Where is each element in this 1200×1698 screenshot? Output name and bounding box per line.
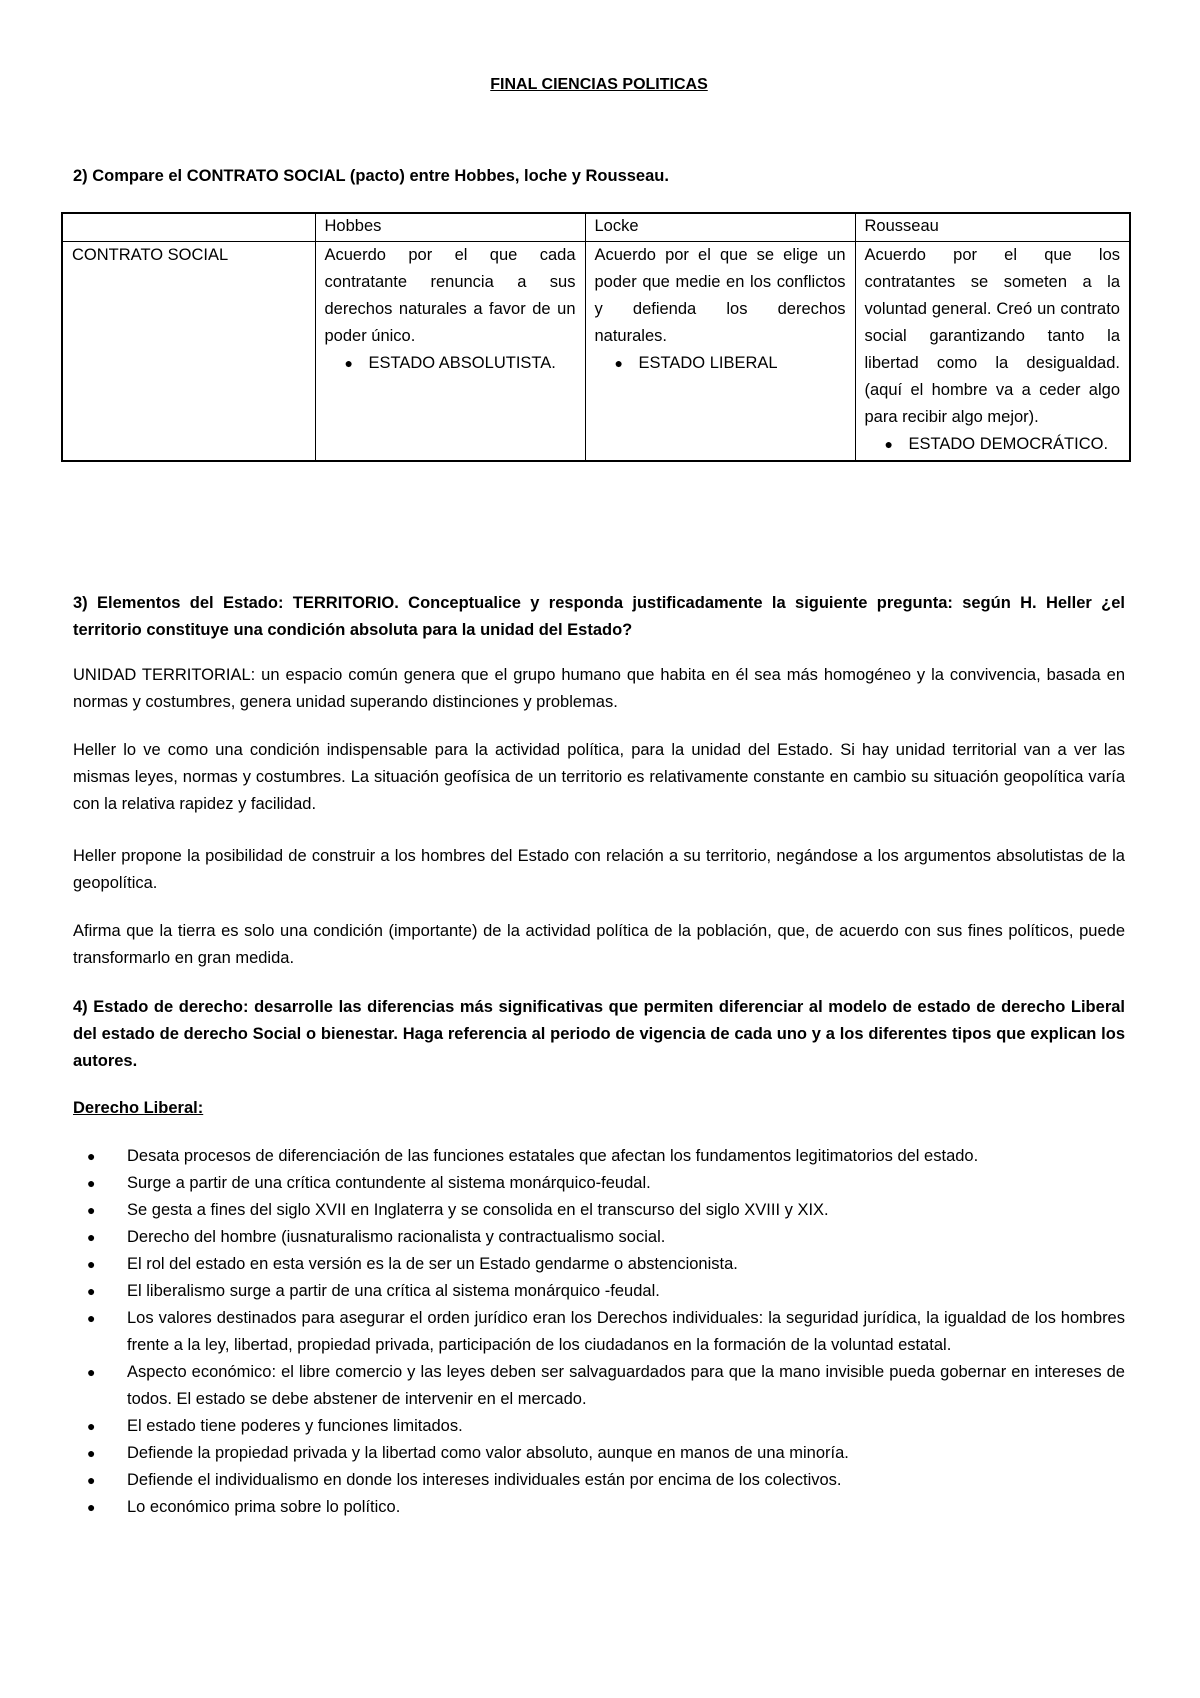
header-cell-hobbes: Hobbes xyxy=(315,213,585,242)
bullet-icon: ● xyxy=(87,1175,96,1191)
hobbes-cell xyxy=(315,242,585,462)
table-header-row xyxy=(62,213,1130,242)
question-3: 3) Elementos del Estado: TERRITORIO. Conceptualice y responda justificadamente la siguiente pregunta: según H. Heller ¿el territorio constituye una condición absoluta para la unidad del Estado? xyxy=(73,594,1125,639)
row-label-cell: CONTRATO SOCIAL xyxy=(62,242,315,462)
table-row xyxy=(62,242,1130,462)
list-item-text: Desata procesos de diferenciación de las funciones estatales que afectan los fundamentos legitimatorios del estado. xyxy=(127,1147,979,1165)
rousseau-bullet-text: ESTADO DEMOCRÁTICO. xyxy=(908,435,1109,453)
liberal-heading-wrap xyxy=(73,1099,1125,1118)
contrato-social-table xyxy=(61,212,1131,462)
list-item-text: Defiende la propiedad privada y la libertad como valor absoluto, aunque en manos de una minoría. xyxy=(127,1444,849,1462)
liberal-heading: Derecho Liberal: xyxy=(73,1099,204,1117)
rousseau-bullet xyxy=(865,431,1121,458)
bullet-icon: ● xyxy=(87,1310,96,1326)
header-cell-empty xyxy=(62,213,315,242)
question-4: 4) Estado de derecho: desarrolle las diferencias más significativas que permiten diferenciar al modelo de estado de derecho Liberal del estado de derecho Social o bienestar. Haga referencia al periodo de vigencia de cada uno y a los diferentes tipos que explican los autores. xyxy=(73,998,1125,1070)
bullet-icon: ● xyxy=(884,436,893,452)
list-item-text: Los valores destinados para asegurar el orden jurídico eran los Derechos individuales: la seguridad jurídica, la igualdad de los hombres frente a la ley, libertad, propiedad privada, participación de los ciudadanos en la formación de la voluntad estatal. xyxy=(127,1309,1125,1354)
bullet-icon: ● xyxy=(87,1445,96,1461)
list-item-text: Lo económico prima sobre lo político. xyxy=(127,1498,401,1516)
question-2: 2) Compare el CONTRATO SOCIAL (pacto) entre Hobbes, loche y Rousseau. xyxy=(73,167,669,185)
list-item-text: Surge a partir de una crítica contundente al sistema monárquico-feudal. xyxy=(127,1174,651,1192)
bullet-icon: ● xyxy=(87,1283,96,1299)
bullet-icon: ● xyxy=(87,1229,96,1245)
header-cell-locke: Locke xyxy=(585,213,855,242)
rousseau-cell xyxy=(855,242,1130,462)
list-item xyxy=(53,1413,1125,1440)
header-cell-rousseau: Rousseau xyxy=(855,213,1130,242)
list-item-text: Defiende el individualismo en donde los intereses individuales están por encima de los colectivos. xyxy=(127,1471,842,1489)
list-item-text: Derecho del hombre (iusnaturalismo racionalista y contractualismo social. xyxy=(127,1228,666,1246)
hobbes-bullet xyxy=(325,350,576,377)
q3-paragraph: Heller propone la posibilidad de construir a los hombres del Estado con relación a su territorio, negándose a los argumentos absolutistas de la geopolítica. xyxy=(73,847,1125,892)
hobbes-bullet-text: ESTADO ABSOLUTISTA. xyxy=(368,354,556,372)
list-item xyxy=(53,1305,1125,1359)
list-item xyxy=(53,1467,1125,1494)
list-item-text: El rol del estado en esta versión es la de ser un Estado gendarme o abstencionista. xyxy=(127,1255,738,1273)
list-item-text: Aspecto económico: el libre comercio y las leyes deben ser salvaguardados para que la mano invisible pueda gobernar en intereses de todos. El estado se debe abstener de intervenir en el mercado. xyxy=(127,1363,1125,1408)
list-item xyxy=(53,1251,1125,1278)
document-title: FINAL CIENCIAS POLITICAS xyxy=(490,76,708,93)
q3-paragraph: Heller lo ve como una condición indispensable para la actividad política, para la unidad del Estado. Si hay unidad territorial van a ver las mismas leyes, normas y costumbres. La situación geofísica de un territorio es relativamente constante en cambio su situación geopolítica varía con la relativa rapidez y facilidad. xyxy=(73,741,1125,813)
list-item xyxy=(53,1143,1125,1170)
bullet-icon: ● xyxy=(87,1202,96,1218)
list-item-text: El liberalismo surge a partir de una crítica al sistema monárquico -feudal. xyxy=(127,1282,660,1300)
q3-paragraph: UNIDAD TERRITORIAL: un espacio común genera que el grupo humano que habita en él sea más homogéneo y la convivencia, basada en normas y costumbres, genera unidad superando distinciones y problemas. xyxy=(73,666,1125,711)
q3-paragraph: Afirma que la tierra es solo una condición (importante) de la actividad política de la población, que, de acuerdo con sus fines políticos, puede transformarlo en gran medida. xyxy=(73,922,1125,967)
list-item xyxy=(53,1197,1125,1224)
bullet-icon: ● xyxy=(87,1256,96,1272)
bullet-icon: ● xyxy=(344,355,353,371)
list-item xyxy=(53,1494,1125,1521)
bullet-icon: ● xyxy=(87,1418,96,1434)
list-item xyxy=(53,1359,1125,1413)
bullet-icon: ● xyxy=(87,1499,96,1515)
hobbes-text: Acuerdo por el que cada contratante renuncia a sus derechos naturales a favor de un poder único. xyxy=(324,246,576,345)
bullet-icon: ● xyxy=(87,1364,96,1380)
bullet-icon: ● xyxy=(614,355,623,371)
bullet-icon: ● xyxy=(87,1148,96,1164)
list-item xyxy=(53,1170,1125,1197)
locke-bullet-text: ESTADO LIBERAL xyxy=(638,354,778,372)
rousseau-text: Acuerdo por el que los contratantes se someten a la voluntad general. Creó un contrato social garantizando tanto la libertad como la desigualdad. (aquí el hombre va a ceder algo para recibir algo mejor). xyxy=(864,246,1120,426)
list-item xyxy=(53,1224,1125,1251)
locke-bullet xyxy=(595,350,846,377)
list-item xyxy=(53,1440,1125,1467)
liberal-list xyxy=(53,1143,1125,1521)
locke-cell xyxy=(585,242,855,462)
bullet-icon: ● xyxy=(87,1472,96,1488)
locke-text: Acuerdo por el que se elige un poder que medie en los conflictos y defienda los derechos naturales. xyxy=(594,246,846,345)
list-item-text: El estado tiene poderes y funciones limitados. xyxy=(127,1417,463,1435)
list-item xyxy=(53,1278,1125,1305)
list-item-text: Se gesta a fines del siglo XVII en Inglaterra y se consolida en el transcurso del siglo XVIII y XIX. xyxy=(127,1201,829,1219)
